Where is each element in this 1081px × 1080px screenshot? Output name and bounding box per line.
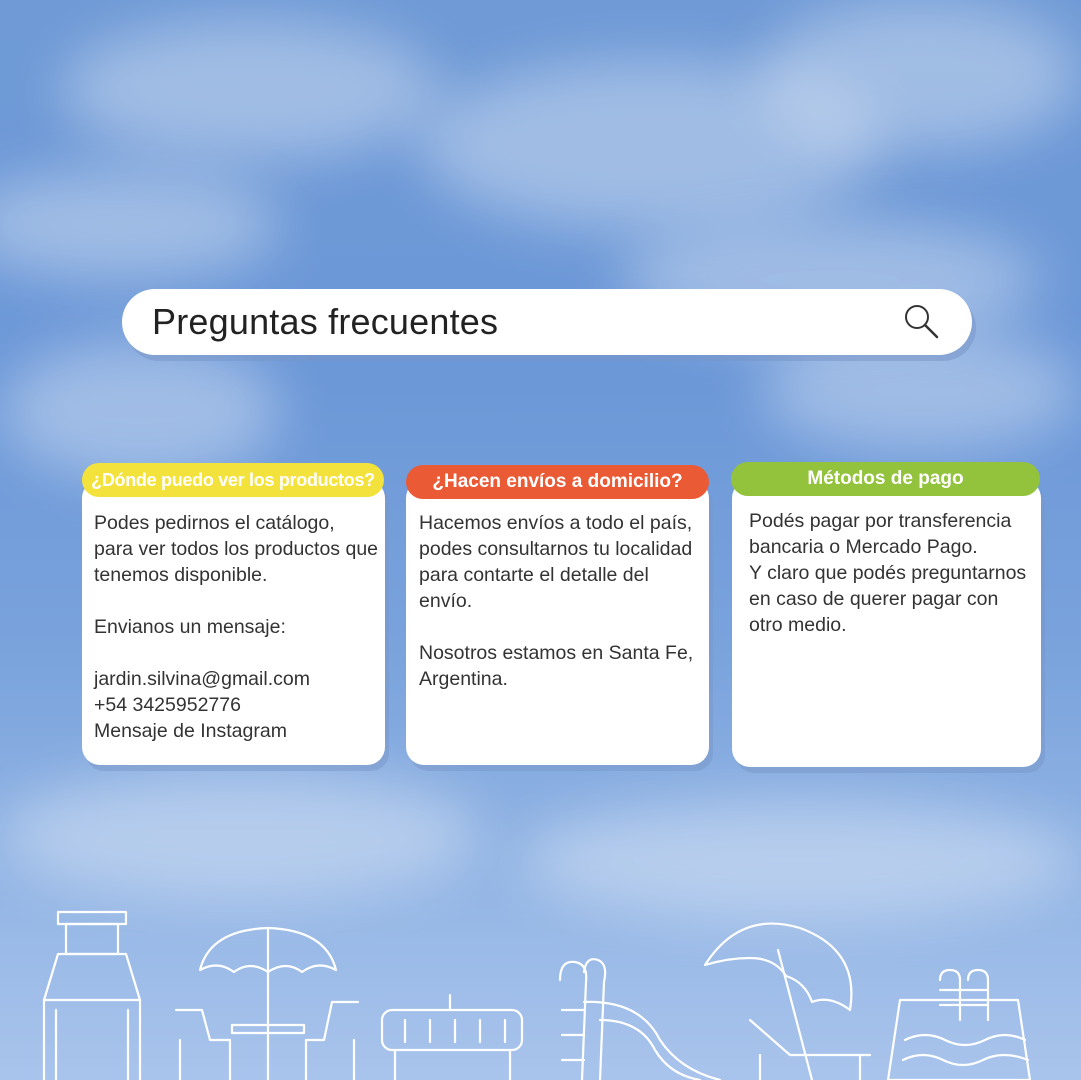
pool-icon xyxy=(888,970,1030,1080)
slide-icon xyxy=(560,959,720,1080)
garden-furniture-illustration xyxy=(0,890,1081,1080)
bench-icon xyxy=(382,995,522,1080)
beach-umbrella-icon xyxy=(705,924,870,1080)
faq-question-products: ¿Dónde puedo ver los productos? xyxy=(82,463,384,497)
search-icon[interactable] xyxy=(902,302,942,342)
grill-icon xyxy=(44,912,140,1080)
faq-question-payment: Métodos de pago xyxy=(731,462,1040,496)
faq-answer-shipping: Hacemos envíos a todo el país, podes consultarnos tu localidad para contarte el detalle del envío. Nosotros estamos en Santa Fe, Argentina. xyxy=(419,512,694,690)
faq-question-shipping: ¿Hacen envíos a domicilio? xyxy=(406,465,709,499)
page-title: Preguntas frecuentes xyxy=(152,301,499,342)
table-umbrella-icon xyxy=(176,928,358,1080)
faq-answer-payment: Podés pagar por transferencia bancaria o Mercado Pago. Y claro que podés preguntarnos en caso de querer pagar con otro medio. xyxy=(749,510,1027,636)
faq-answer-products: Podes pedirnos el catálogo, para ver todos los productos que tenemos disponible. Envianos un mensaje: jardin.silvina@gmail.com +54 3425952776 Mensaje de Instagram xyxy=(94,512,379,742)
search-bar[interactable] xyxy=(122,289,972,355)
